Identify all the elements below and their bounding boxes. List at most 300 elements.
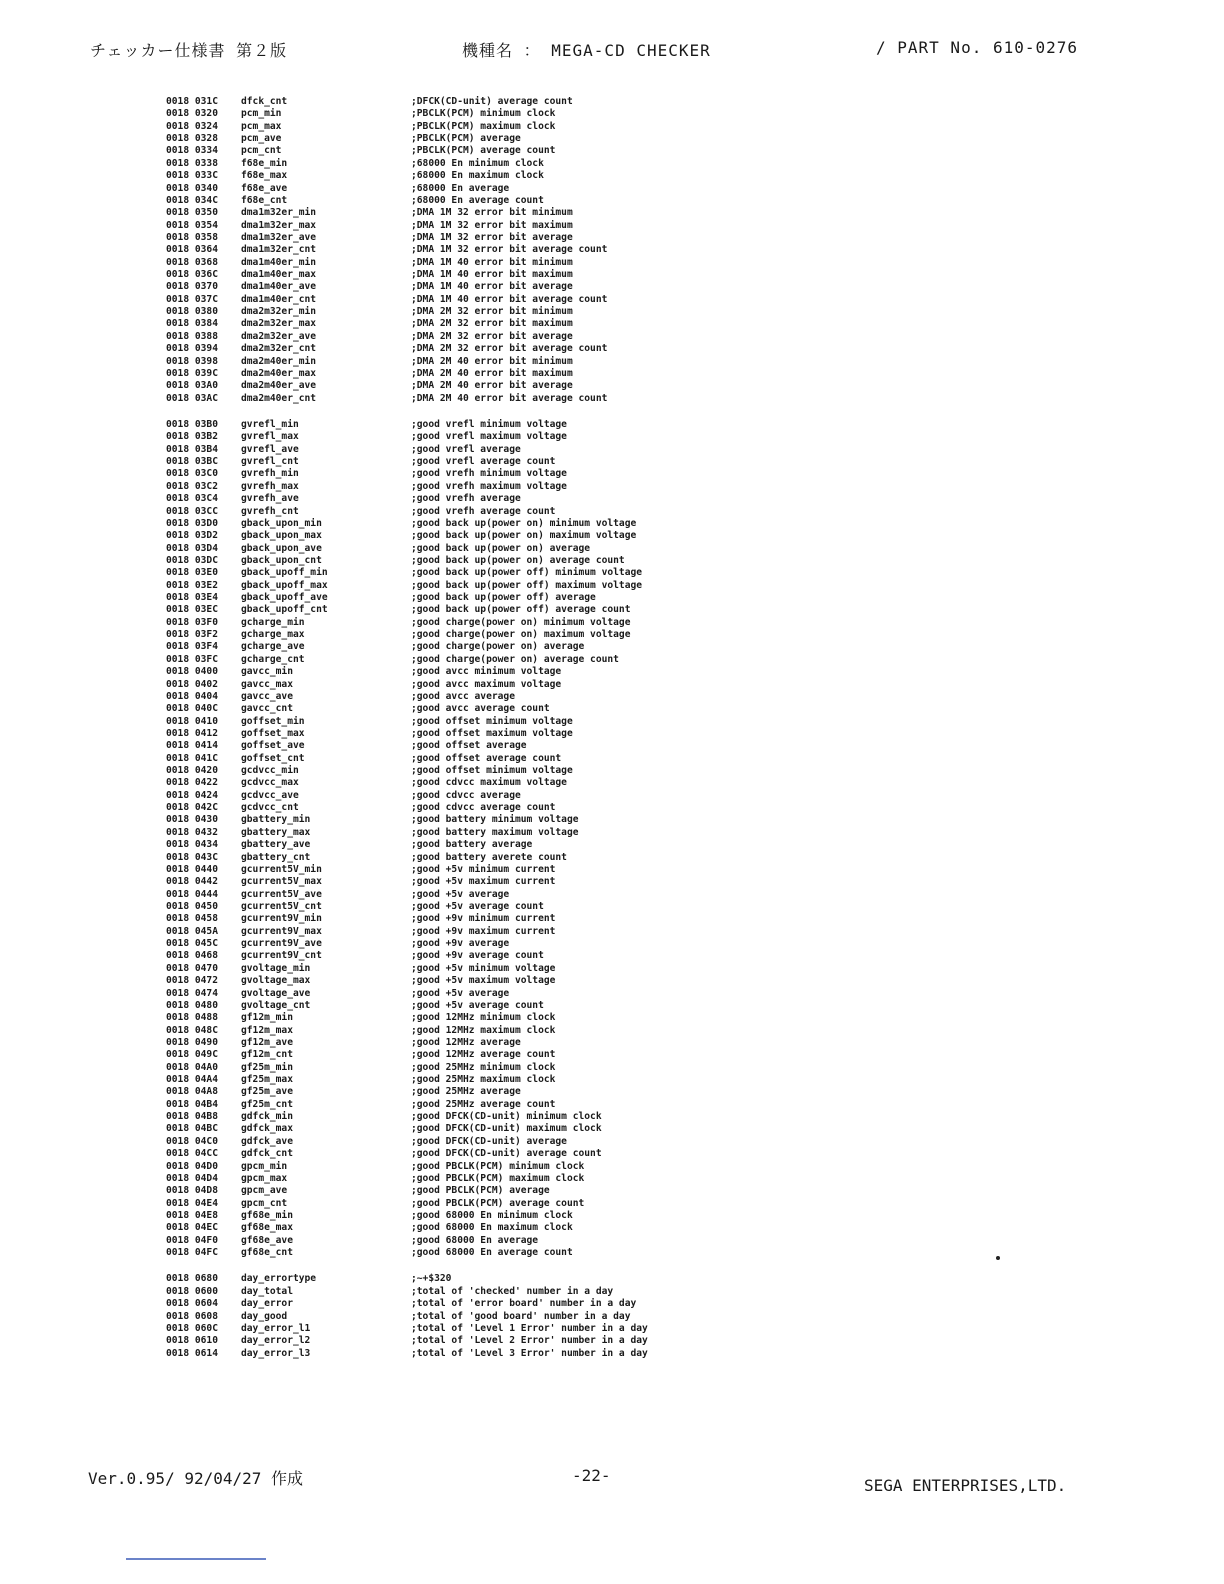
listing-row bbox=[166, 617, 731, 629]
listing-row bbox=[166, 380, 731, 392]
comment: ;good +9v maximum current bbox=[411, 925, 556, 937]
address: 0018 03D2 bbox=[166, 530, 218, 542]
listing-row bbox=[166, 183, 731, 195]
symbol-label: day_error_l3 bbox=[241, 1347, 311, 1359]
address: 0018 0430 bbox=[166, 814, 218, 826]
symbol-label: gavcc_ave bbox=[241, 690, 293, 702]
address: 0018 0384 bbox=[166, 318, 218, 330]
comment: ;good back up(power on) minimum voltage bbox=[411, 517, 637, 529]
symbol-label: gcurrent9V_cnt bbox=[241, 950, 322, 962]
comment: ;total of 'Level 3 Error' number in a day bbox=[411, 1347, 648, 1359]
address: 0018 0480 bbox=[166, 999, 218, 1011]
listing-row bbox=[166, 195, 731, 207]
listing-row bbox=[166, 133, 731, 145]
comment: ;total of 'Level 2 Error' number in a day bbox=[411, 1335, 648, 1347]
comment: ;good 68000 En average bbox=[411, 1234, 539, 1246]
listing-row bbox=[166, 456, 731, 468]
address: 0018 039C bbox=[166, 367, 218, 379]
listing-row bbox=[166, 1086, 731, 1098]
listing-row bbox=[166, 666, 731, 678]
comment: ;good offset maximum voltage bbox=[411, 727, 573, 739]
listing-row bbox=[166, 1074, 731, 1086]
listing-row bbox=[166, 1348, 731, 1360]
symbol-label: gback_upon_cnt bbox=[241, 554, 322, 566]
symbol-label: gf25m_cnt bbox=[241, 1098, 293, 1110]
symbol-label: gcharge_ave bbox=[241, 641, 305, 653]
address: 0018 0472 bbox=[166, 975, 218, 987]
comment: ;total of 'good board' number in a day bbox=[411, 1310, 631, 1322]
symbol-label: day_error bbox=[241, 1298, 293, 1310]
address: 0018 0354 bbox=[166, 219, 218, 231]
symbol-label: dma2m40er_cnt bbox=[241, 392, 317, 404]
symbol-label: day_total bbox=[241, 1285, 293, 1297]
listing-row bbox=[166, 419, 731, 431]
symbol-label: gavcc_min bbox=[241, 666, 293, 678]
address: 0018 045C bbox=[166, 938, 218, 950]
symbol-label: gcdvcc_min bbox=[241, 765, 299, 777]
symbol-label: gbattery_min bbox=[241, 814, 311, 826]
symbol-label: dma1m32er_min bbox=[241, 207, 317, 219]
comment: ;good +5v average count bbox=[411, 999, 544, 1011]
comment: ;good 68000 En minimum clock bbox=[411, 1209, 573, 1221]
address: 0018 04A8 bbox=[166, 1086, 218, 1098]
symbol-label: gbattery_cnt bbox=[241, 851, 311, 863]
listing-row bbox=[166, 1123, 731, 1135]
listing-row bbox=[166, 1161, 731, 1173]
comment: ;good 25MHz average bbox=[411, 1086, 521, 1098]
comment: ;DMA 1M 32 error bit maximum bbox=[411, 219, 573, 231]
listing-row bbox=[166, 839, 731, 851]
comment: ;good 25MHz minimum clock bbox=[411, 1061, 556, 1073]
listing-row bbox=[166, 269, 731, 281]
symbol-label: gvoltage_ave bbox=[241, 987, 311, 999]
symbol-label: dma2m32er_ave bbox=[241, 330, 317, 342]
address: 0018 0400 bbox=[166, 666, 218, 678]
address: 0018 04EC bbox=[166, 1222, 218, 1234]
symbol-label: pcm_cnt bbox=[241, 145, 282, 157]
listing-row bbox=[166, 431, 731, 443]
address: 0018 0350 bbox=[166, 207, 218, 219]
listing-row bbox=[166, 950, 731, 962]
header-document-title: チェッカー仕様書 第２版 bbox=[90, 41, 288, 60]
comment: ;DMA 1M 32 error bit average count bbox=[411, 244, 608, 256]
address: 0018 0370 bbox=[166, 281, 218, 293]
listing-row bbox=[166, 1247, 731, 1259]
address: 0018 0490 bbox=[166, 1036, 218, 1048]
symbol-label: gpcm_min bbox=[241, 1160, 288, 1172]
comment: ;good PBCLK(PCM) maximum clock bbox=[411, 1172, 585, 1184]
comment: ;DMA 2M 40 error bit minimum bbox=[411, 355, 573, 367]
address: 0018 049C bbox=[166, 1049, 218, 1061]
symbol-label: gf68e_min bbox=[241, 1209, 293, 1221]
listing-row bbox=[166, 1062, 731, 1074]
listing-row bbox=[166, 1273, 731, 1285]
symbol-label: f68e_max bbox=[241, 170, 288, 182]
address: 0018 04B8 bbox=[166, 1111, 218, 1123]
listing-row bbox=[166, 555, 731, 567]
symbol-label: gdfck_ave bbox=[241, 1135, 293, 1147]
comment: ;DMA 1M 40 error bit average count bbox=[411, 293, 608, 305]
comment: ;good 68000 En average count bbox=[411, 1247, 573, 1259]
address: 0018 03F2 bbox=[166, 629, 218, 641]
address: 0018 0468 bbox=[166, 950, 218, 962]
listing-row bbox=[166, 145, 731, 157]
address: 0018 042C bbox=[166, 802, 218, 814]
symbol-label: dma1m32er_ave bbox=[241, 231, 317, 243]
address: 0018 03A0 bbox=[166, 380, 218, 392]
comment: ;good +9v average bbox=[411, 938, 510, 950]
address: 0018 0364 bbox=[166, 244, 218, 256]
address: 0018 04D0 bbox=[166, 1160, 218, 1172]
symbol-label: dma2m32er_min bbox=[241, 306, 317, 318]
listing-row bbox=[166, 753, 731, 765]
symbol-label: goffset_max bbox=[241, 727, 305, 739]
listing-row bbox=[166, 1012, 731, 1024]
symbol-label: gvrefl_max bbox=[241, 431, 299, 443]
symbol-label: gback_upoff_max bbox=[241, 579, 328, 591]
address: 0018 0434 bbox=[166, 839, 218, 851]
address: 0018 03B4 bbox=[166, 443, 218, 455]
comment: ;good cdvcc average bbox=[411, 789, 521, 801]
listing-row bbox=[166, 567, 731, 579]
address: 0018 041C bbox=[166, 752, 218, 764]
listing-row bbox=[166, 827, 731, 839]
symbol-label: gback_upon_ave bbox=[241, 542, 322, 554]
symbol-label: gcurrent5V_cnt bbox=[241, 901, 322, 912]
symbol-label: day_errortype bbox=[241, 1273, 317, 1285]
comment: ;good battery maximum voltage bbox=[411, 826, 579, 838]
comment: ;DFCK(CD-unit) average count bbox=[411, 96, 573, 107]
address: 0018 0488 bbox=[166, 1012, 218, 1024]
address: 0018 0398 bbox=[166, 355, 218, 367]
listing-row bbox=[166, 1148, 731, 1160]
address: 0018 0424 bbox=[166, 789, 218, 801]
comment: ;68000 En average count bbox=[411, 194, 544, 206]
comment: ;DMA 2M 32 error bit average bbox=[411, 330, 573, 342]
listing-row bbox=[166, 1311, 731, 1323]
listing-row bbox=[166, 1049, 731, 1061]
listing-row bbox=[166, 257, 731, 269]
symbol-label: gcurrent9V_ave bbox=[241, 938, 322, 950]
symbol-label: gbattery_max bbox=[241, 826, 311, 838]
symbol-label: gback_upon_max bbox=[241, 530, 322, 542]
listing-row bbox=[166, 1323, 731, 1335]
comment: ;DMA 1M 40 error bit minimum bbox=[411, 256, 573, 268]
comment: ;good vrefh maximum voltage bbox=[411, 480, 567, 492]
comment: ;good back up(power off) average bbox=[411, 592, 596, 604]
comment: ;PBCLK(PCM) minimum clock bbox=[411, 108, 556, 120]
listing-row bbox=[166, 1210, 731, 1222]
symbol-label: dma1m40er_max bbox=[241, 269, 317, 281]
address: 0018 03C0 bbox=[166, 468, 218, 480]
address: 0018 0442 bbox=[166, 876, 218, 888]
listing-row bbox=[166, 158, 731, 170]
listing-row bbox=[166, 975, 731, 987]
section-gap bbox=[166, 1259, 731, 1273]
listing-row bbox=[166, 518, 731, 530]
listing-row bbox=[166, 654, 731, 666]
comment: ;good PBCLK(PCM) average bbox=[411, 1185, 550, 1197]
listing-row bbox=[166, 963, 731, 975]
listing-row bbox=[166, 1222, 731, 1234]
symbol-label: gcurrent5V_ave bbox=[241, 888, 322, 900]
comment: ;68000 En average bbox=[411, 182, 510, 194]
listing-row bbox=[166, 641, 731, 653]
symbol-label: gvrefh_cnt bbox=[241, 505, 299, 517]
symbol-label: gvrefh_ave bbox=[241, 493, 299, 505]
address: 0018 04D4 bbox=[166, 1172, 218, 1184]
symbol-label: gback_upoff_cnt bbox=[241, 604, 328, 616]
symbol-label: gcdvcc_ave bbox=[241, 789, 299, 801]
listing-row bbox=[166, 244, 731, 256]
address: 0018 0414 bbox=[166, 740, 218, 752]
symbol-label: gback_upon_min bbox=[241, 517, 322, 529]
address: 0018 0412 bbox=[166, 727, 218, 739]
comment: ;good avcc minimum voltage bbox=[411, 666, 562, 678]
address: 0018 04D8 bbox=[166, 1185, 218, 1197]
listing-row bbox=[166, 108, 731, 120]
address: 0018 0600 bbox=[166, 1285, 218, 1297]
address: 0018 04BC bbox=[166, 1123, 218, 1135]
comment: ;total of 'Level 1 Error' number in a day bbox=[411, 1322, 648, 1334]
address: 0018 0610 bbox=[166, 1335, 218, 1347]
address: 0018 037C bbox=[166, 293, 218, 305]
comment: ;good +5v average bbox=[411, 888, 510, 900]
comment: ;good DFCK(CD-unit) average bbox=[411, 1135, 567, 1147]
comment: ;good avcc average bbox=[411, 690, 515, 702]
address: 0018 0368 bbox=[166, 256, 218, 268]
symbol-label: gvrefh_min bbox=[241, 468, 299, 480]
symbol-label: dma2m40er_ave bbox=[241, 380, 317, 392]
address: 0018 0328 bbox=[166, 133, 218, 145]
comment: ;DMA 2M 32 error bit minimum bbox=[411, 306, 573, 318]
listing-row bbox=[166, 1099, 731, 1111]
comment: ;good +5v maximum current bbox=[411, 876, 556, 888]
comment: ;good vrefh average bbox=[411, 493, 521, 505]
footer-version: Ver.0.95/ 92/04/27 作成 bbox=[88, 1469, 304, 1488]
listing-row bbox=[166, 938, 731, 950]
listing-row bbox=[166, 1173, 731, 1185]
address: 0018 03F4 bbox=[166, 641, 218, 653]
comment: ;good charge(power on) maximum voltage bbox=[411, 629, 631, 641]
address: 0018 0340 bbox=[166, 182, 218, 194]
symbol-label: dma2m32er_max bbox=[241, 318, 317, 330]
symbol-label: gvrefh_max bbox=[241, 480, 299, 492]
comment: ;good +9v average count bbox=[411, 950, 544, 962]
listing-row bbox=[166, 777, 731, 789]
listing-row bbox=[166, 889, 731, 901]
listing-row bbox=[166, 1298, 731, 1310]
listing-row bbox=[166, 343, 731, 355]
comment: ;good offset average bbox=[411, 740, 527, 752]
comment: ;good back up(power off) maximum voltage bbox=[411, 579, 643, 591]
listing-row bbox=[166, 728, 731, 740]
address: 0018 03E0 bbox=[166, 567, 218, 579]
address: 0018 03CC bbox=[166, 505, 218, 517]
listing-row bbox=[166, 580, 731, 592]
address: 0018 0450 bbox=[166, 901, 218, 912]
header-model-name: 機種名 ： MEGA-CD CHECKER bbox=[462, 41, 711, 60]
symbol-label: gavcc_max bbox=[241, 678, 293, 690]
comment: ;total of 'checked' number in a day bbox=[411, 1285, 614, 1297]
comment: ;good 68000 En maximum clock bbox=[411, 1222, 573, 1234]
symbol-label: gvrefl_ave bbox=[241, 443, 299, 455]
comment: ;good back up(power on) maximum voltage bbox=[411, 530, 637, 542]
comment: ;good back up(power off) average count bbox=[411, 604, 631, 616]
symbol-label: dma1m40er_cnt bbox=[241, 293, 317, 305]
comment: ;DMA 1M 32 error bit minimum bbox=[411, 207, 573, 219]
symbol-label: pcm_min bbox=[241, 108, 282, 120]
address: 0018 04B4 bbox=[166, 1098, 218, 1110]
symbol-label: gf68e_cnt bbox=[241, 1247, 293, 1259]
address: 0018 03B0 bbox=[166, 418, 218, 430]
listing-row bbox=[166, 281, 731, 293]
listing-row bbox=[166, 864, 731, 876]
address: 0018 04FC bbox=[166, 1247, 218, 1259]
listing-row bbox=[166, 852, 731, 864]
listing-row bbox=[166, 306, 731, 318]
symbol-label: gcurrent5V_max bbox=[241, 876, 322, 888]
header-part-number: / PART No. 610-0276 bbox=[876, 38, 1079, 57]
address: 0018 03D0 bbox=[166, 517, 218, 529]
symbol-label: gavcc_cnt bbox=[241, 703, 293, 715]
address: 0018 0444 bbox=[166, 888, 218, 900]
address: 0018 0402 bbox=[166, 678, 218, 690]
listing-row bbox=[166, 1025, 731, 1037]
address: 0018 0324 bbox=[166, 120, 218, 132]
address: 0018 03AC bbox=[166, 392, 218, 404]
address: 0018 04C0 bbox=[166, 1135, 218, 1147]
listing-row bbox=[166, 913, 731, 925]
comment: ;good vrefh minimum voltage bbox=[411, 468, 567, 480]
address: 0018 043C bbox=[166, 851, 218, 863]
comment: ;good +5v minimum current bbox=[411, 863, 556, 875]
listing-row bbox=[166, 1286, 731, 1298]
address: 0018 0432 bbox=[166, 826, 218, 838]
symbol-label: gback_upoff_min bbox=[241, 567, 328, 579]
address: 0018 04A4 bbox=[166, 1074, 218, 1086]
symbol-label: pcm_ave bbox=[241, 133, 282, 145]
listing-row bbox=[166, 604, 731, 616]
address: 0018 031C bbox=[166, 96, 218, 107]
comment: ;good PBCLK(PCM) minimum clock bbox=[411, 1160, 585, 1172]
footer-page-number: -22- bbox=[572, 1466, 611, 1485]
listing-row bbox=[166, 790, 731, 802]
symbol-label: gf12m_max bbox=[241, 1024, 293, 1036]
scan-speck bbox=[996, 1256, 1000, 1260]
symbol-label: gcurrent9V_min bbox=[241, 913, 322, 925]
symbol-label: gpcm_max bbox=[241, 1172, 288, 1184]
symbol-label: gcharge_cnt bbox=[241, 653, 305, 665]
symbol-label: gpcm_cnt bbox=[241, 1197, 288, 1209]
footer-company: SEGA ENTERPRISES,LTD. bbox=[864, 1476, 1067, 1495]
symbol-label: gf25m_min bbox=[241, 1061, 293, 1073]
symbol-label: goffset_cnt bbox=[241, 752, 305, 764]
address: 0018 04E8 bbox=[166, 1209, 218, 1221]
address: 0018 045A bbox=[166, 925, 218, 937]
listing-row bbox=[166, 170, 731, 182]
comment: ;good 12MHz maximum clock bbox=[411, 1024, 556, 1036]
address: 0018 040C bbox=[166, 703, 218, 715]
comment: ;good vrefl average count bbox=[411, 456, 556, 468]
comment: ;good vrefl average bbox=[411, 443, 521, 455]
symbol-label: gdfck_max bbox=[241, 1123, 293, 1135]
symbol-label: dma1m32er_cnt bbox=[241, 244, 317, 256]
address: 0018 0614 bbox=[166, 1347, 218, 1359]
listing-row bbox=[166, 543, 731, 555]
address: 0018 036C bbox=[166, 269, 218, 281]
listing-row bbox=[166, 530, 731, 542]
symbol-label: gf25m_ave bbox=[241, 1086, 293, 1098]
comment: ;DMA 2M 40 error bit average bbox=[411, 380, 573, 392]
listing-row bbox=[166, 1136, 731, 1148]
listing-row bbox=[166, 96, 731, 108]
comment: ;68000 En minimum clock bbox=[411, 157, 544, 169]
symbol-label: gf12m_ave bbox=[241, 1036, 293, 1048]
listing-row bbox=[166, 368, 731, 380]
address: 0018 04CC bbox=[166, 1148, 218, 1160]
scan-edge-rule bbox=[126, 1558, 266, 1560]
listing-row bbox=[166, 220, 731, 232]
section-gap bbox=[166, 405, 731, 419]
symbol-label: dma2m40er_max bbox=[241, 367, 317, 379]
listing-row bbox=[166, 716, 731, 728]
symbol-label: goffset_min bbox=[241, 715, 305, 727]
address: 0018 03FC bbox=[166, 653, 218, 665]
listing-row bbox=[166, 1185, 731, 1197]
listing-row bbox=[166, 901, 731, 913]
symbol-listing bbox=[166, 96, 731, 1360]
symbol-label: gvoltage_min bbox=[241, 962, 311, 974]
symbol-label: gcharge_max bbox=[241, 629, 305, 641]
address: 0018 0410 bbox=[166, 715, 218, 727]
address: 0018 0440 bbox=[166, 863, 218, 875]
comment: ;good avcc average count bbox=[411, 703, 550, 715]
listing-row bbox=[166, 207, 731, 219]
address: 0018 0380 bbox=[166, 306, 218, 318]
comment: ;good 12MHz minimum clock bbox=[411, 1012, 556, 1024]
symbol-label: day_good bbox=[241, 1310, 288, 1322]
address: 0018 04A0 bbox=[166, 1061, 218, 1073]
comment: ;good battery minimum voltage bbox=[411, 814, 579, 826]
comment: ;DMA 1M 40 error bit average bbox=[411, 281, 573, 293]
listing-row bbox=[166, 444, 731, 456]
comment: ;good 25MHz maximum clock bbox=[411, 1074, 556, 1086]
listing-row bbox=[166, 926, 731, 938]
listing-row bbox=[166, 121, 731, 133]
listing-row bbox=[166, 1235, 731, 1247]
symbol-label: gf68e_max bbox=[241, 1222, 293, 1234]
comment: ;good cdvcc average count bbox=[411, 802, 556, 814]
comment: ;good 12MHz average count bbox=[411, 1049, 556, 1061]
comment: ;~+$320 bbox=[411, 1273, 452, 1285]
symbol-label: dfck_cnt bbox=[241, 96, 288, 107]
listing-row bbox=[166, 506, 731, 518]
comment: ;good +9v minimum current bbox=[411, 913, 556, 925]
symbol-label: gf12m_min bbox=[241, 1012, 293, 1024]
symbol-label: day_error_l1 bbox=[241, 1322, 311, 1334]
symbol-label: gcdvcc_max bbox=[241, 777, 299, 789]
listing-row bbox=[166, 1198, 731, 1210]
symbol-label: gback_upoff_ave bbox=[241, 592, 328, 604]
symbol-label: gbattery_ave bbox=[241, 839, 311, 851]
address: 0018 0470 bbox=[166, 962, 218, 974]
symbol-label: gvrefl_min bbox=[241, 418, 299, 430]
listing-row bbox=[166, 876, 731, 888]
listing-row bbox=[166, 765, 731, 777]
comment: ;good offset minimum voltage bbox=[411, 715, 573, 727]
address: 0018 0604 bbox=[166, 1298, 218, 1310]
